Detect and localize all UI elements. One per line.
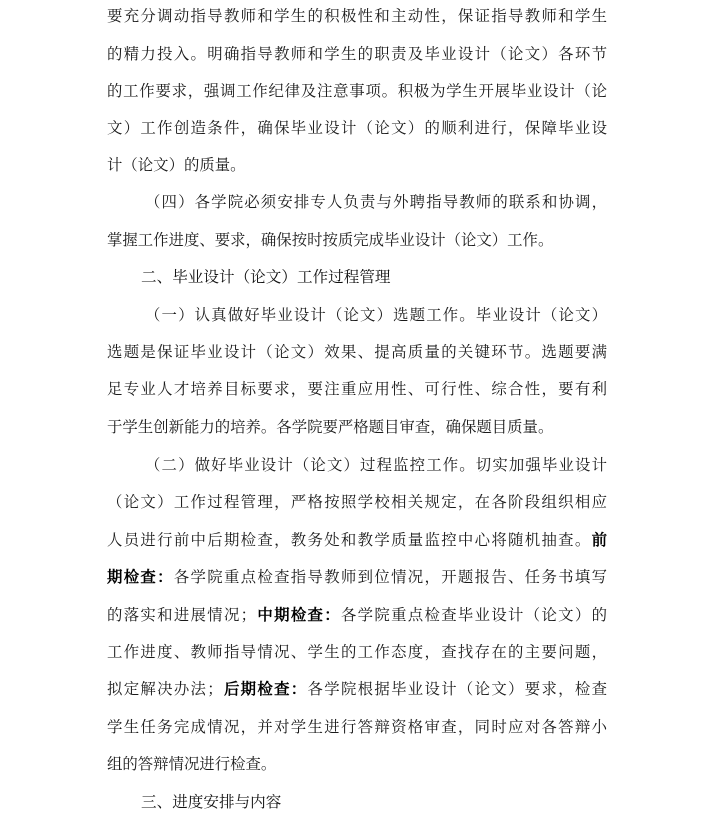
bold-label-early-check: 期检查： (107, 568, 174, 586)
paragraph-line: 计（论文）的质量。 (107, 156, 246, 174)
paragraph-text: 各学院重点检查毕业设计（论文）的 (340, 606, 607, 624)
section-heading: 二、毕业设计（论文）工作过程管理 (141, 268, 391, 286)
paragraph-line: 的精力投入。明确指导教师和学生的职责及毕业设计（论文）各环节 (107, 45, 607, 63)
paragraph-line: 工作进度、教师指导情况、学生的工作态度，查找存在的主要问题， (107, 643, 607, 661)
paragraph-line (107, 567, 607, 587)
paragraph-text: 各学院重点检查指导教师到位情况，开题报告、任务书填写 (173, 568, 607, 586)
paragraph-line: 掌握工作进度、要求，确保按时按质完成毕业设计（论文）工作。 (107, 231, 554, 249)
paragraph-text: 各学院根据毕业设计（论文）要求，检查 (307, 680, 607, 698)
paragraph-line: 足专业人才培养目标要求，要注重应用性、可行性、综合性，要有利 (107, 380, 607, 398)
paragraph-line (107, 605, 607, 625)
paragraph-line: 组的答辩情况进行检查。 (107, 755, 277, 773)
paragraph-line: 要充分调动指导教师和学生的积极性和主动性，保证指导教师和学生 (107, 7, 607, 25)
paragraph-line: （一）认真做好毕业设计（论文）选题工作。毕业设计（论文） (145, 306, 607, 324)
paragraph-line (107, 530, 607, 550)
paragraph-line: 文）工作创造条件，确保毕业设计（论文）的顺利进行，保障毕业设 (107, 119, 607, 137)
paragraph-line: （二）做好毕业设计（论文）过程监控工作。切实加强毕业设计 (145, 456, 607, 474)
paragraph-line (107, 679, 607, 699)
paragraph-text: 人员进行前中后期检查，教务处和教学质量监控中心将随机抽查。 (107, 531, 592, 549)
paragraph-line: 学生任务完成情况，并对学生进行答辩资格审查，同时应对各答辩小 (107, 718, 607, 736)
paragraph-line: 的工作要求，强调工作纪律及注意事项。积极为学生开展毕业设计（论 (107, 82, 607, 100)
bold-label-late-check: 后期检查： (222, 680, 308, 698)
paragraph-text: 的落实和进展情况； (107, 606, 257, 624)
paragraph-text: 拟定解决办法； (107, 680, 223, 698)
bold-label-mid-check: 中期检查： (256, 606, 341, 624)
paragraph-line: 选题是保证毕业设计（论文）效果、提高质量的关键环节。选题要满 (107, 343, 607, 361)
section-heading: 三、进度安排与内容 (141, 793, 282, 811)
paragraph-line: （四）各学院必须安排专人负责与外聘指导教师的联系和协调， (145, 193, 607, 211)
paragraph-line: （论文）工作过程管理，严格按照学校相关规定，在各阶段组织相应 (107, 493, 607, 511)
bold-label-early-check: 前 (591, 531, 607, 549)
paragraph-line: 于学生创新能力的培养。各学院要严格题目审查，确保题目质量。 (107, 418, 554, 436)
